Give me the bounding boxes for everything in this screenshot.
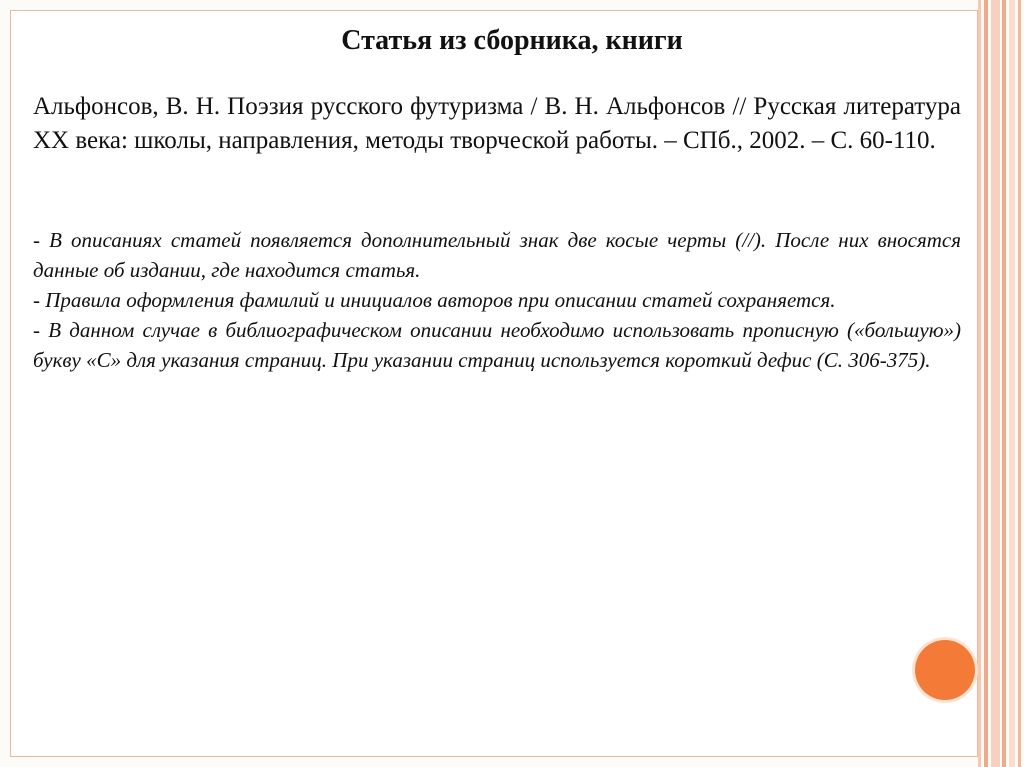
stripe bbox=[991, 0, 1000, 767]
note-item: - В данном случае в библиографическом описании необходимо использовать прописную («большую») букву «С» для указания страниц. При указании страниц используется короткий дефис (С. 306-375). bbox=[33, 318, 961, 372]
decorative-circle bbox=[915, 640, 975, 700]
decorative-stripes bbox=[978, 0, 1024, 767]
notes-list bbox=[33, 225, 961, 375]
stripe bbox=[978, 0, 981, 767]
note-item: - В описаниях статей появляется дополнительный знак две косые черты (//). После них вносятся данные об издании, где находится статья. bbox=[33, 228, 961, 282]
citation-example: Альфонсов, В. Н. Поэзия русского футуризма / В. Н. Альфонсов // Русская литература XX века: школы, направления, методы творческой работы. – СПб., 2002. – С. 60-110. bbox=[33, 93, 961, 154]
note-item: - Правила оформления фамилий и инициалов авторов при описании статей сохраняется. bbox=[33, 288, 836, 312]
stripe bbox=[1018, 0, 1021, 767]
stripe bbox=[1009, 0, 1015, 767]
stripe bbox=[1002, 0, 1006, 767]
stripe bbox=[984, 0, 988, 767]
slide-title: Статья из сборника, книги bbox=[341, 25, 683, 56]
